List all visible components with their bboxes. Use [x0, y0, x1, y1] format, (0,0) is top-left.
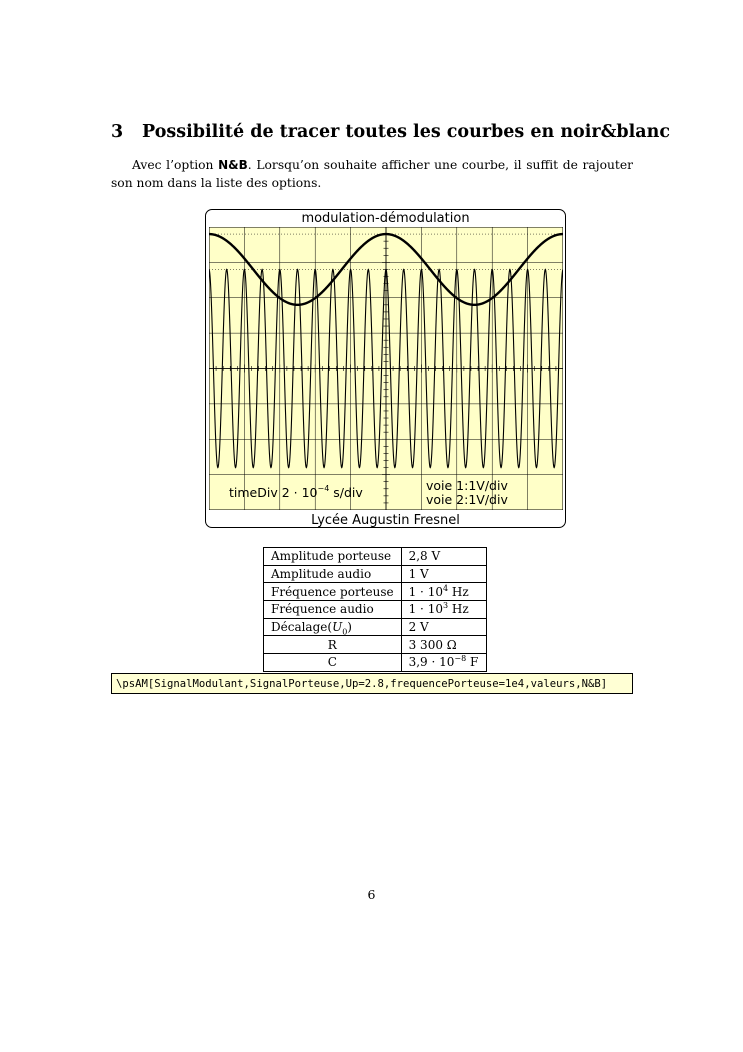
table-row	[264, 583, 487, 601]
option-name: N&B	[218, 158, 248, 172]
time-div-label: timeDiv $2 \cdot 10^{-4}$ s/div	[229, 484, 363, 500]
section-number: 3	[111, 122, 124, 142]
param-value: 3 300 Ω	[401, 636, 486, 654]
param-value: $1 \cdot 10^4$ Hz	[401, 583, 486, 601]
param-label: Fréquence audio	[264, 601, 402, 619]
intro-paragraph	[111, 156, 633, 192]
table-row	[264, 548, 487, 566]
param-label: C	[264, 654, 402, 672]
channel-2-label: voie 2:1V/div	[426, 492, 508, 507]
parameters-table	[263, 547, 487, 672]
param-value: 1 V	[401, 565, 486, 583]
oscilloscope-screen	[209, 227, 563, 510]
param-label: Amplitude audio	[264, 565, 402, 583]
param-value: $1 \cdot 10^3$ Hz	[401, 601, 486, 619]
param-value: 2 V	[401, 618, 486, 636]
scope-title: modulation-démodulation	[301, 211, 470, 226]
table-row	[264, 565, 487, 583]
table-row	[264, 636, 487, 654]
paragraph-prefix: Avec l’option	[132, 158, 219, 172]
param-label: R	[264, 636, 402, 654]
param-label: Amplitude porteuse	[264, 548, 402, 566]
param-label: Fréquence porteuse	[264, 583, 402, 601]
param-value: 2,8 V	[401, 548, 486, 566]
channel-1-label: voie 1:1V/div	[426, 478, 508, 493]
code-listing: \psAM[SignalModulant,SignalPorteuse,Up=2.8,frequencePorteuse=1e4,valeurs,N&B]	[111, 673, 633, 694]
param-label: $Décalage(U_0)$	[264, 618, 402, 636]
section-title: Possibilité de tracer toutes les courbes en noir&blanc	[142, 122, 670, 142]
section-heading	[111, 122, 670, 142]
table-row	[264, 601, 487, 619]
scope-footer: Lycée Augustin Fresnel	[311, 513, 460, 528]
table-row	[264, 618, 487, 636]
page-number: 6	[367, 887, 376, 902]
param-value: $3,9 \cdot 10^{-8}$ F	[401, 654, 486, 672]
paragraph-suffix: . Lorsqu’on souhaite afficher une courbe, il suffit de rajouter son nom dans la liste des options.	[111, 158, 633, 190]
table-row	[264, 654, 487, 672]
